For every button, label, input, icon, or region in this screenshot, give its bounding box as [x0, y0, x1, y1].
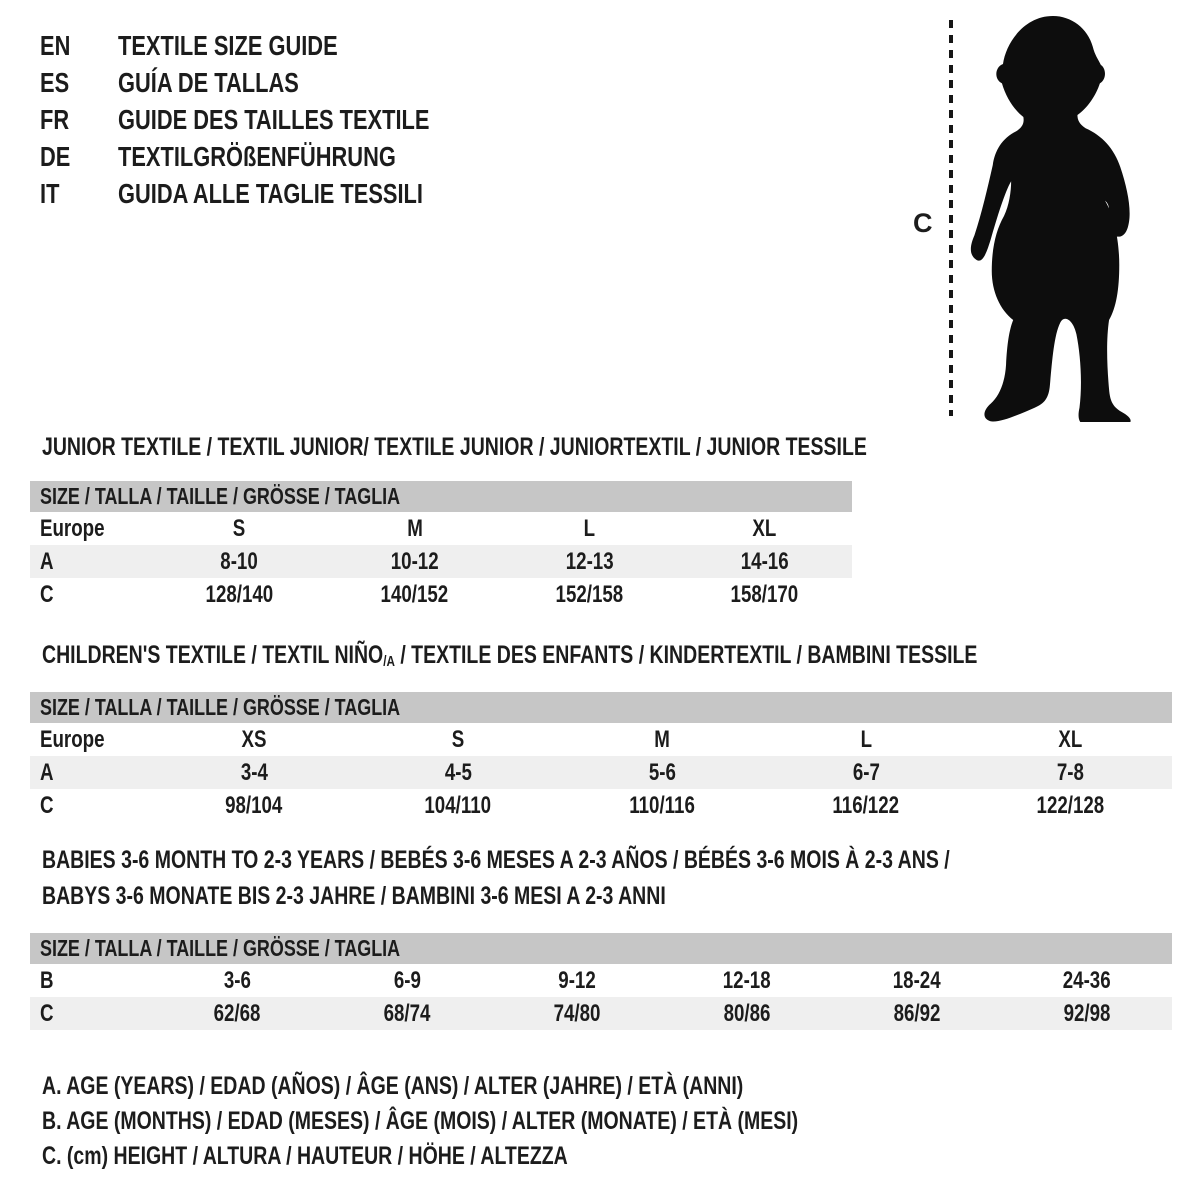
row-label: B [40, 966, 54, 994]
legend-line-b: B. AGE (MONTHS) / EDAD (MESES) / ÂGE (MOIS) / ALTER (MONATE) / ETÀ (MESI) [42, 1107, 799, 1135]
height-dimension-line [949, 20, 953, 416]
table-row: A 8-10 10-12 12-13 14-16 [30, 545, 852, 578]
guide-title: TEXTILE SIZE GUIDE [118, 29, 338, 61]
language-code: DE [40, 140, 71, 172]
list-item [40, 175, 517, 212]
toddler-silhouette-icon [962, 14, 1148, 422]
guide-title: TEXTILGRÖßENFÜHRUNG [118, 140, 396, 172]
table-row: Europe XS S M L XL [40, 725, 1082, 753]
table-row: Europe S M L XL [40, 514, 777, 542]
babies-size-table [30, 933, 1172, 1030]
table-row: A 3-4 4-5 5-6 6-7 7-8 [30, 756, 1172, 789]
language-code: EN [40, 29, 71, 61]
row-label: Europe [40, 725, 105, 753]
language-code: FR [40, 103, 70, 135]
table-row: C 62/68 68/74 74/80 80/86 86/92 92/98 [30, 997, 1172, 1030]
size-table-header: SIZE / TALLA / TAILLE / GRÖSSE / TAGLIA [30, 481, 852, 512]
list-item [40, 101, 517, 138]
size-table-header: SIZE / TALLA / TAILLE / GRÖSSE / TAGLIA [30, 933, 1172, 964]
height-dimension-label: C [913, 208, 933, 238]
legend-line-c: C. (cm) HEIGHT / ALTURA / HAUTEUR / HÖHE / ALTEZZA [42, 1142, 568, 1170]
size-table-header: SIZE / TALLA / TAILLE / GRÖSSE / TAGLIA [30, 692, 1172, 723]
junior-section-heading: JUNIOR TEXTILE / TEXTIL JUNIOR/ TEXTILE JUNIOR / JUNIORTEXTIL / JUNIOR TESSILE [42, 433, 867, 461]
row-label: Europe [40, 514, 105, 542]
baby-figure [880, 0, 1180, 440]
guide-title: GUIDA ALLE TAGLIE TESSILI [118, 177, 423, 209]
row-label: C [40, 999, 54, 1027]
legend [42, 1072, 1011, 1177]
language-code: IT [40, 177, 60, 209]
row-label: A [40, 758, 54, 786]
junior-size-table [30, 481, 852, 611]
list-item [40, 64, 517, 101]
row-label: A [40, 547, 54, 575]
children-size-table [30, 692, 1172, 822]
row-label: C [40, 580, 54, 608]
guide-title: GUÍA DE TALLAS [118, 66, 299, 98]
language-title-list [40, 27, 517, 212]
babies-section-heading: BABIES 3-6 MONTH TO 2-3 YEARS / BEBÉS 3-6 MESES A 2-3 AÑOS / BÉBÉS 3-6 MOIS À 2-3 ANS / BABYS 3-6 MONATE BIS 2-3 JAHRE / BAMBINI 3-6 MESI A 2-3 ANNI [42, 846, 950, 910]
table-row: C 128/140 140/152 152/158 158/170 [40, 580, 799, 608]
children-section-heading: CHILDREN'S TEXTILE / TEXTIL $NIÑO_{/A}$ / TEXTILE DES ENFANTS / KINDERTEXTIL / BAMBINI TESSILE [42, 641, 978, 670]
language-code: ES [40, 66, 70, 98]
list-item [40, 138, 517, 175]
list-item [40, 27, 517, 64]
guide-title: GUIDE DES TAILLES TEXTILE [118, 103, 430, 135]
row-label: C [40, 791, 54, 819]
nino-a-subscript: /A [383, 653, 395, 670]
legend-line-a: A. AGE (YEARS) / EDAD (AÑOS) / ÂGE (ANS) / ALTER (JAHRE) / ETÀ (ANNI) [42, 1072, 744, 1100]
table-row: C 98/104 104/110 110/116 116/122 122/128 [40, 791, 1104, 819]
table-row: B 3-6 6-9 9-12 12-18 18-24 24-36 [40, 966, 1111, 994]
